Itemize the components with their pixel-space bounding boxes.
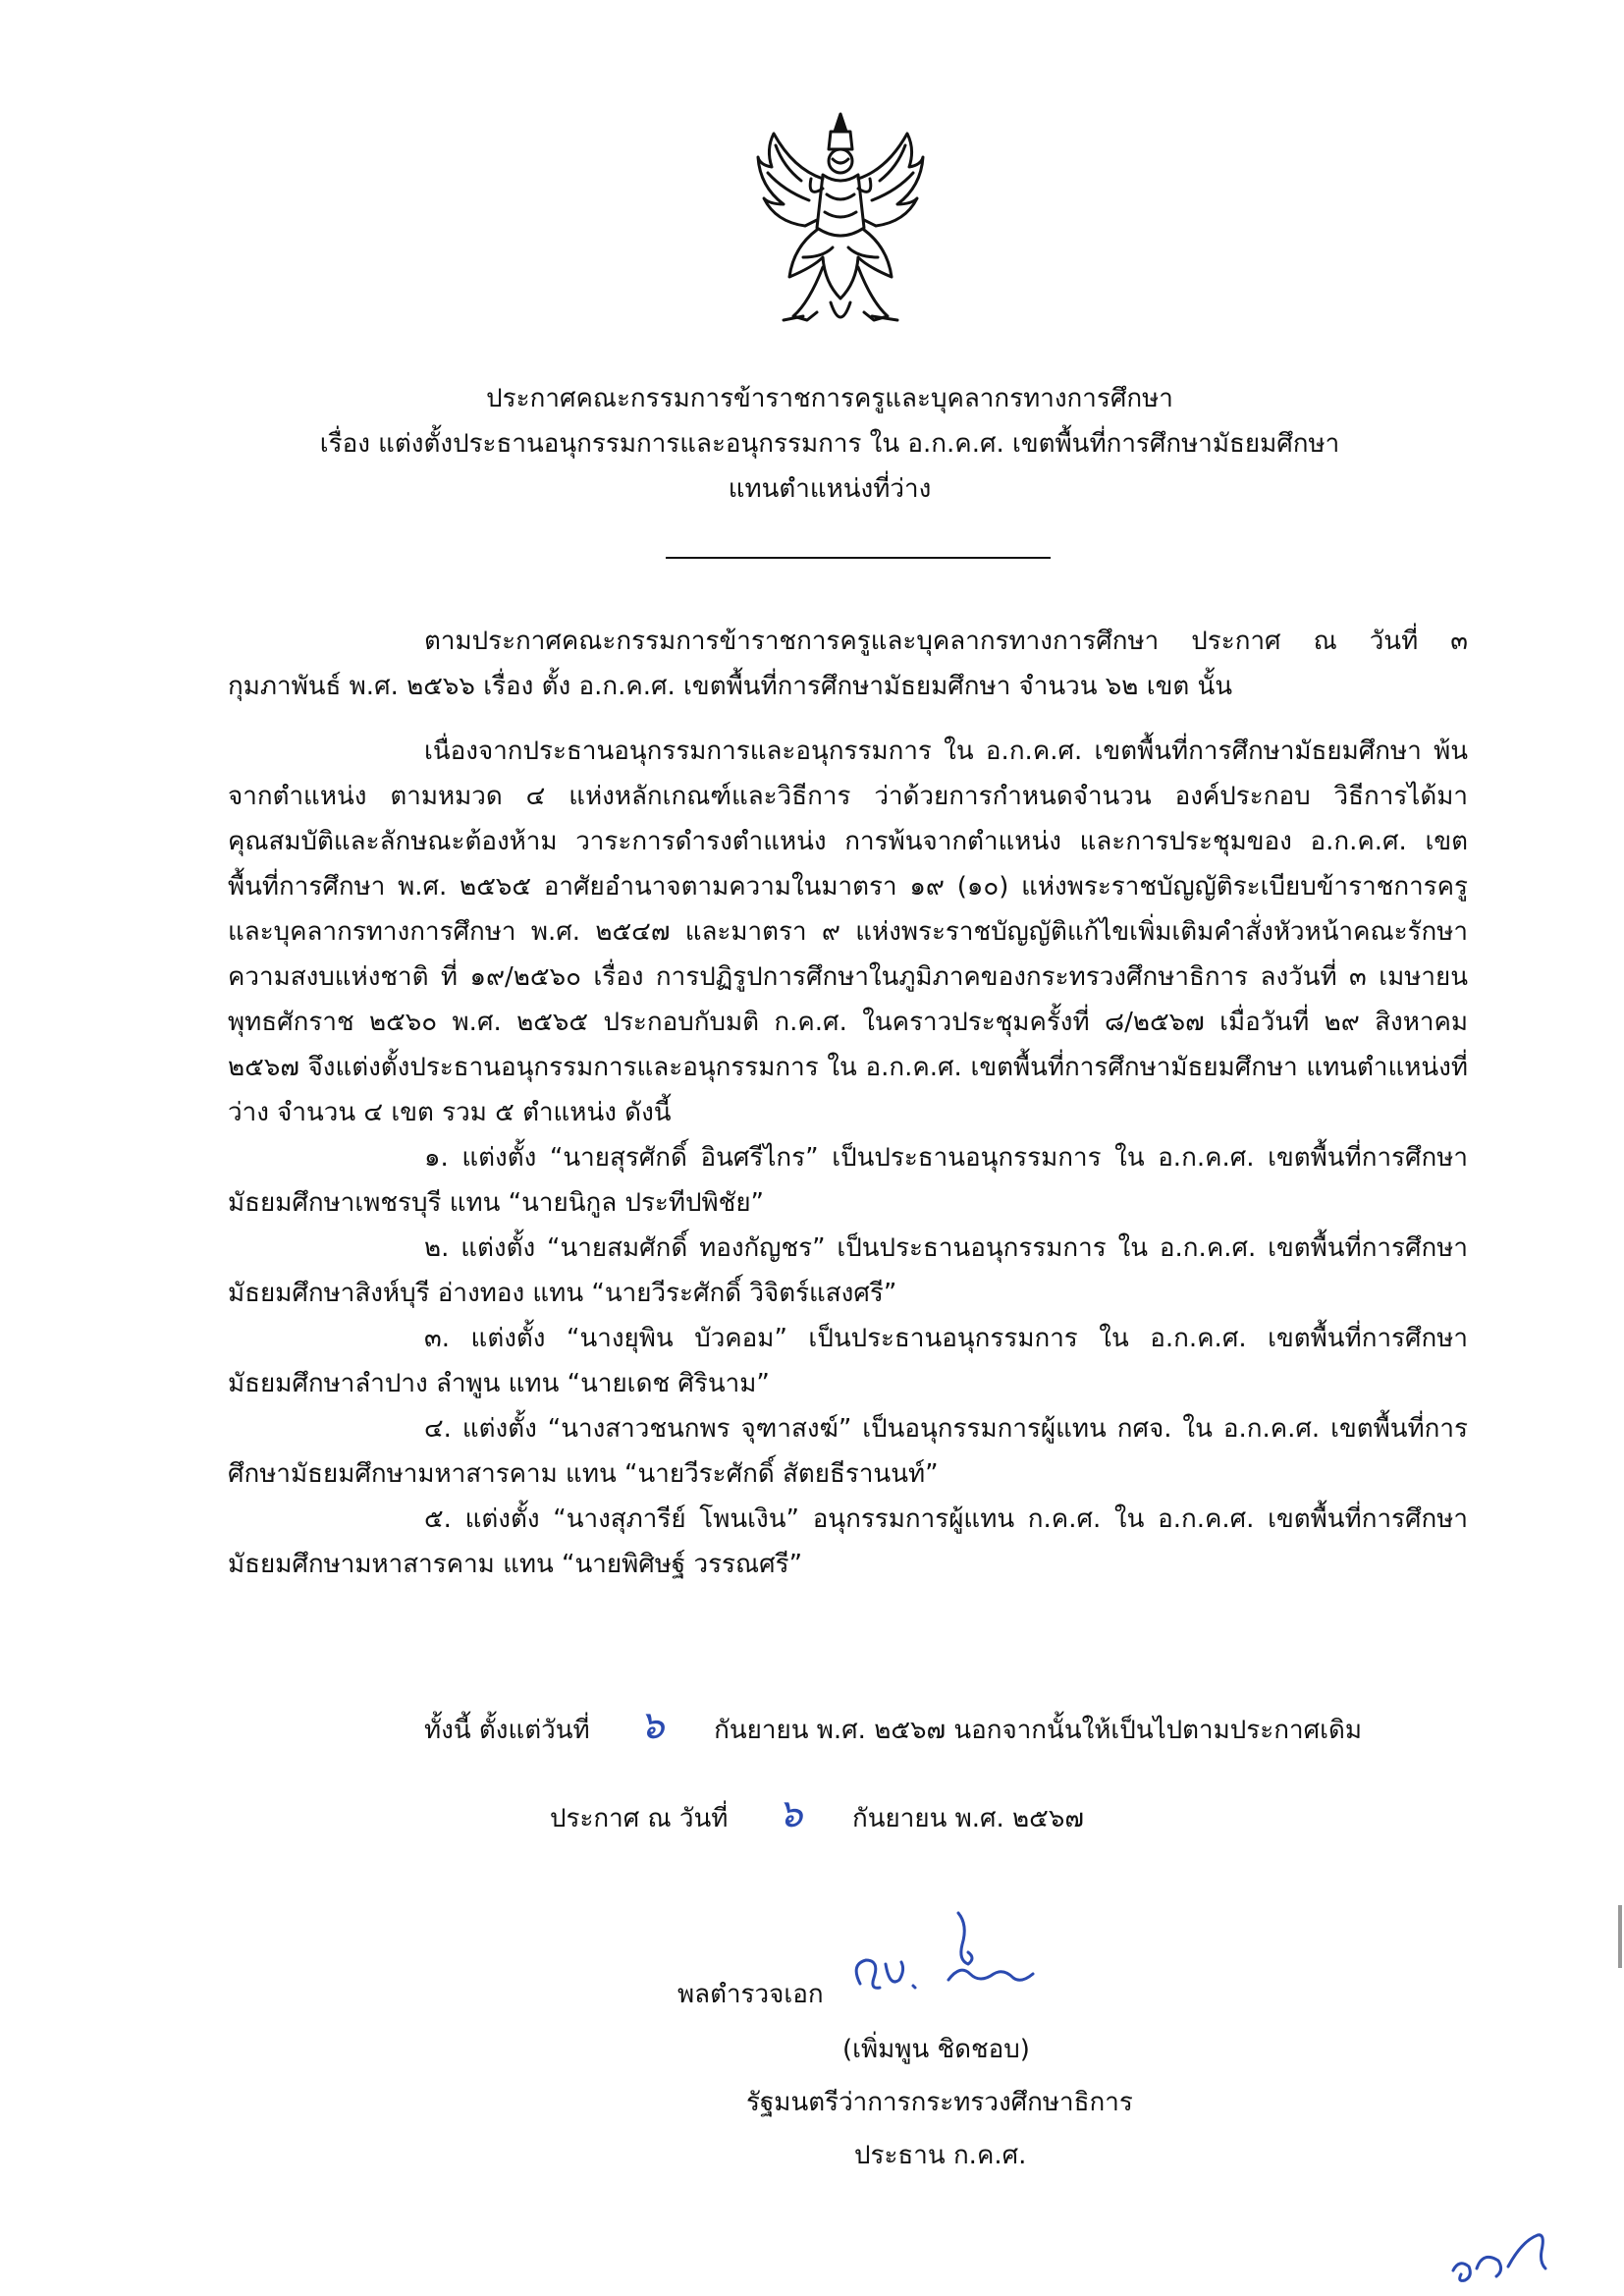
- appointment-item-2: ๒. แต่งตั้ง “นายสมศักดิ์ ทองกัญชร” เป็นประธานอนุกรรมการ ใน อ.ก.ค.ศ. เขตพื้นที่การศึกษามัธยมศึกษาสิงห์บุรี อ่างทอง แทน “นายวีระศักดิ์ วิจิตร์แสงศรี”: [228, 1233, 1468, 1308]
- appointment-item-3: ๓. แต่งตั้ง “นางยุพิน บัวคอม” เป็นประธานอนุกรรมการ ใน อ.ก.ค.ศ. เขตพื้นที่การศึกษามัธยมศึกษาลำปาง ลำพูน แทน “นายเดช ศิรินาม”: [228, 1324, 1468, 1398]
- announcement-body: [228, 619, 1468, 1587]
- header-divider: [666, 557, 1051, 559]
- appointment-item-4: ๔. แต่งตั้ง “นางสาวชนกพร จุฑาสงฆ์” เป็นอนุกรรมการผู้แทน กศจ. ใน อ.ก.ค.ศ. เขตพื้นที่การศึกษามัธยมศึกษามหาสารคาม แทน “นายวีระศักดิ์ สัตยธีรานนท์”: [228, 1414, 1468, 1489]
- appointment-item-5: ๕. แต่งตั้ง “นางสุภารีย์ โพนเงิน” อนุกรรมการผู้แทน ก.ค.ศ. ใน อ.ก.ค.ศ. เขตพื้นที่การศึกษามัธยมศึกษามหาสารคาม แทน “นายพิศิษฐ์ วรรณศรี”: [228, 1504, 1468, 1579]
- paragraph-1: ตามประกาศคณะกรรมการข้าราชการครูและบุคลากรทางการศึกษา ประกาศ ณ วันที่ ๓ กุมภาพันธ์ พ.ศ. ๒๕๖๖ เรื่อง ตั้ง อ.ก.ค.ศ. เขตพื้นที่การศึกษามัธยมศึกษา จำนวน ๖๒ เขต นั้น: [228, 627, 1468, 701]
- announced-date-suffix: กันยายน พ.ศ. ๒๕๖๗: [851, 1804, 1084, 1833]
- scan-edge-mark: [1618, 1905, 1622, 1968]
- signatory-rank: พลตำรวจเอก: [677, 1980, 824, 2009]
- effective-date-suffix: กันยายน พ.ศ. ๒๕๖๗ นอกจากนั้นให้เป็นไปตามประกาศเดิม: [714, 1716, 1362, 1745]
- effective-day-handwritten: ๖: [639, 1703, 665, 1748]
- header-line-1: ประกาศคณะกรรมการข้าราชการครูและบุคลากรทางการศึกษา: [486, 384, 1173, 413]
- effective-date-line: [424, 1703, 1362, 1753]
- announced-date-line: [550, 1791, 1084, 1841]
- signatory-title-2: ประธาน ก.ค.ศ.: [854, 2141, 1027, 2170]
- handwritten-signature-icon: [811, 1905, 1066, 2013]
- handwritten-initials-icon: [1443, 2221, 1561, 2290]
- signatory-title-1: รัฐมนตรีว่าการกระทรวงศึกษาธิการ: [746, 2088, 1133, 2117]
- paragraph-2: เนื่องจากประธานอนุกรรมการและอนุกรรมการ ใน อ.ก.ค.ศ. เขตพื้นที่การศึกษามัธยมศึกษา พ้นจากตำแหน่ง ตามหมวด ๔ แห่งหลักเกณฑ์และวิธีการ ว่าด้วยการกำหนดจำนวน องค์ประกอบ วิธีการได้มา คุณสมบัติและลักษณะต้องห้าม วาระการดำรงตำแหน่ง การพ้นจากตำแหน่ง และการประชุมของ อ.ก.ค.ศ. เขตพื้นที่การศึกษา พ.ศ. ๒๕๖๕ อาศัยอำนาจตามความในมาตรา ๑๙ (๑๐) แห่งพระราชบัญญัติระเบียบข้าราชการครูและบุคลากรทางการศึกษา พ.ศ. ๒๕๔๗ และมาตรา ๙ แห่งพระราชบัญญัติแก้ไขเพิ่มเติมคำสั่งหัวหน้าคณะรักษาความสงบแห่งชาติ ที่ ๑๙/๒๕๖๐ เรื่อง การปฏิรูปการศึกษาในภูมิภาคของกระทรวงศึกษาธิการ ลงวันที่ ๓ เมษายน พุทธศักราช ๒๕๖๐ พ.ศ. ๒๕๖๕ ประกอบกับมติ ก.ค.ศ. ในคราวประชุมครั้งที่ ๘/๒๕๖๗ เมื่อวันที่ ๒๙ สิงหาคม ๒๕๖๗ จึงแต่งตั้งประธานอนุกรรมการและอนุกรรมการ ใน อ.ก.ค.ศ. เขตพื้นที่การศึกษามัธยมศึกษา แทนตำแหน่งที่ว่าง จำนวน ๔ เขต รวม ๕ ตำแหน่ง ดังนี้: [228, 737, 1468, 1127]
- garuda-emblem-icon: [754, 110, 927, 336]
- appointment-item-1: ๑. แต่งตั้ง “นายสุรศักดิ์ อินศรีไกร” เป็นประธานอนุกรรมการ ใน อ.ก.ค.ศ. เขตพื้นที่การศึกษามัธยมศึกษาเพชรบุรี แทน “นายนิกูล ประทีปพิชัย”: [228, 1143, 1468, 1218]
- header-line-3: แทนตำแหน่งที่ว่าง: [728, 474, 932, 504]
- effective-date-prefix: ทั้งนี้ ตั้งแต่วันที่: [424, 1716, 590, 1745]
- announced-date-prefix: ประกาศ ณ วันที่: [550, 1804, 729, 1833]
- announcement-header: [295, 376, 1365, 512]
- header-line-2: เรื่อง แต่งตั้งประธานอนุกรรมการและอนุกรรมการ ใน อ.ก.ค.ศ. เขตพื้นที่การศึกษามัธยมศึกษา: [319, 429, 1340, 459]
- signatory-name: (เพิ่มพูน ชิดชอบ): [842, 2035, 1030, 2064]
- announced-day-handwritten: ๖: [778, 1791, 803, 1836]
